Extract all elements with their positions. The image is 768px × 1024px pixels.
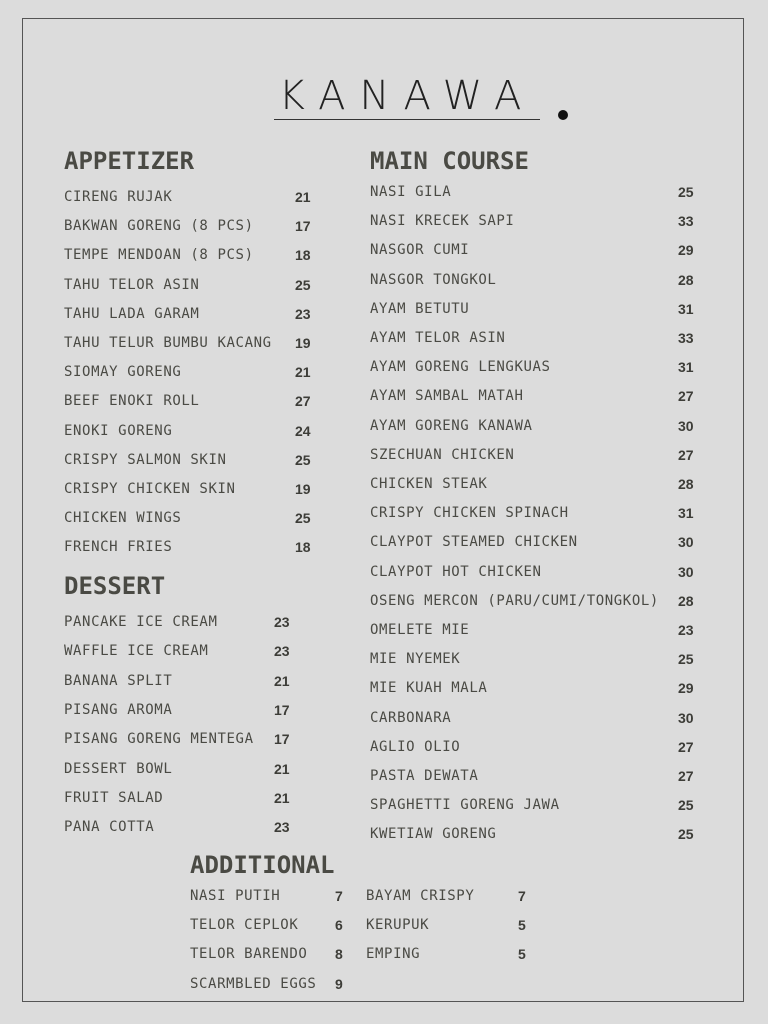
menu-item-name: NASI GILA	[370, 184, 452, 200]
menu-item-name: KERUPUK	[366, 917, 430, 934]
menu-item-price: 31	[678, 505, 694, 522]
menu-item-name: FRENCH FRIES	[64, 539, 173, 556]
brand-underline	[274, 119, 540, 120]
menu-item-name: MIE KUAH MALA	[370, 680, 488, 697]
menu-item-name: TAHU TELUR BUMBU KACANG	[64, 335, 272, 351]
menu-item-price: 29	[678, 242, 694, 259]
menu-item-price: 28	[678, 592, 694, 609]
menu-item-name: DESSERT BOWL	[64, 760, 173, 777]
menu-item-price: 31	[678, 359, 694, 376]
menu-item-name: EMPING	[366, 946, 421, 963]
menu-item-name: FRUIT SALAD	[64, 789, 164, 806]
menu-item-price: 33	[678, 330, 694, 346]
menu-item-price: 5	[518, 917, 526, 934]
menu-item-price: 28	[678, 271, 694, 288]
menu-item-name: TELOR BARENDO	[190, 946, 308, 963]
menu-item-name: PANA COTTA	[64, 819, 155, 836]
menu-item-name: AGLIO OLIO	[370, 738, 461, 755]
menu-item-name: TAHU LADA GARAM	[64, 305, 200, 322]
menu-item-name: CRISPY CHICKEN SPINACH	[370, 505, 569, 522]
menu-item-name: ENOKI GORENG	[64, 422, 173, 439]
brand-title: KANAWA	[278, 73, 536, 119]
menu-item-name: AYAM GORENG KANAWA	[370, 417, 533, 434]
menu-item-name: OMELETE MIE	[370, 622, 470, 638]
menu-item-name: TEMPE MENDOAN (8 PCS)	[64, 247, 254, 264]
menu-item-price: 30	[678, 709, 694, 726]
menu-item-name: CHICKEN STEAK	[370, 476, 488, 492]
menu-item-price: 25	[678, 826, 694, 843]
menu-item-price: 31	[678, 300, 694, 317]
menu-item-name: NASGOR TONGKOL	[370, 271, 497, 288]
menu-item-name: TAHU TELOR ASIN	[64, 276, 200, 293]
menu-item-name: PASTA DEWATA	[370, 768, 479, 784]
menu-item-price: 8	[335, 946, 343, 963]
menu-item-name: PISANG AROMA	[64, 701, 173, 718]
menu-item-name: BANANA SPLIT	[64, 672, 173, 689]
menu-item-price: 23	[678, 622, 694, 638]
dessert-heading: DESSERT	[64, 572, 166, 600]
menu-item-price: 25	[295, 276, 311, 293]
menu-item-name: CIRENG RUJAK	[64, 189, 173, 205]
menu-item-name: MIE NYEMEK	[370, 651, 461, 668]
menu-item-price: 24	[295, 422, 311, 439]
menu-item-price: 27	[678, 738, 694, 755]
menu-item-price: 27	[678, 446, 694, 463]
menu-item-name: TELOR CEPLOK	[190, 917, 299, 934]
menu-item-price: 6	[335, 917, 343, 934]
menu-item-price: 27	[678, 388, 694, 405]
menu-item-price: 17	[274, 701, 290, 718]
main-course-heading: MAIN COURSE	[370, 147, 529, 175]
additional-heading: ADDITIONAL	[190, 851, 335, 879]
menu-item-name: CHICKEN WINGS	[64, 510, 182, 527]
menu-item-name: SCARMBLED EGGS	[190, 975, 317, 992]
menu-item-price: 25	[678, 651, 694, 668]
menu-item-price: 21	[295, 364, 311, 381]
menu-item-name: BEEF ENOKI ROLL	[64, 393, 200, 410]
menu-item-name: NASI PUTIH	[190, 888, 281, 904]
menu-item-price: 7	[518, 888, 526, 904]
menu-item-price: 33	[678, 213, 694, 230]
menu-item-price: 25	[295, 510, 311, 527]
menu-item-name: CRISPY CHICKEN SKIN	[64, 481, 236, 497]
menu-item-name: KWETIAW GORENG	[370, 826, 497, 843]
menu-item-name: AYAM SAMBAL MATAH	[370, 388, 524, 405]
menu-item-price: 9	[335, 975, 343, 992]
brand-dot	[558, 110, 568, 120]
menu-item-price: 19	[295, 335, 311, 351]
menu-item-price: 25	[678, 184, 694, 200]
menu-item-price: 30	[678, 417, 694, 434]
menu-item-price: 17	[295, 218, 311, 235]
menu-item-name: CRISPY SALMON SKIN	[64, 451, 227, 468]
menu-item-price: 23	[274, 614, 290, 630]
menu-item-price: 18	[295, 539, 311, 556]
menu-item-price: 21	[274, 789, 290, 806]
menu-item-price: 5	[518, 946, 526, 963]
menu-item-name: CLAYPOT STEAMED CHICKEN	[370, 534, 578, 551]
menu-item-price: 30	[678, 563, 694, 580]
menu-item-name: BAYAM CRISPY	[366, 888, 475, 904]
appetizer-heading: APPETIZER	[64, 147, 195, 175]
menu-item-name: AYAM BETUTU	[370, 300, 470, 317]
menu-item-name: SZECHUAN CHICKEN	[370, 446, 515, 463]
menu-item-name: WAFFLE ICE CREAM	[64, 643, 209, 660]
menu-item-price: 21	[295, 189, 311, 205]
menu-item-name: NASI KRECEK SAPI	[370, 213, 515, 230]
menu-item-name: OSENG MERCON (PARU/CUMI/TONGKOL)	[370, 592, 659, 609]
menu-item-price: 29	[678, 680, 694, 697]
menu-item-price: 30	[678, 534, 694, 551]
menu-item-price: 23	[274, 643, 290, 660]
menu-item-price: 25	[295, 451, 311, 468]
menu-item-name: CLAYPOT HOT CHICKEN	[370, 563, 542, 580]
menu-item-price: 27	[295, 393, 311, 410]
menu-item-price: 17	[274, 731, 290, 748]
menu-item-name: NASGOR CUMI	[370, 242, 470, 259]
menu-item-price: 23	[295, 305, 311, 322]
menu-item-price: 28	[678, 476, 694, 492]
menu-item-price: 21	[274, 760, 290, 777]
menu-item-name: AYAM GORENG LENGKUAS	[370, 359, 551, 376]
menu-item-name: SPAGHETTI GORENG JAWA	[370, 797, 560, 814]
menu-item-name: SIOMAY GORENG	[64, 364, 182, 381]
menu-item-price: 23	[274, 819, 290, 836]
menu-item-price: 25	[678, 797, 694, 814]
menu-item-name: CARBONARA	[370, 709, 452, 726]
menu-item-name: PANCAKE ICE CREAM	[64, 614, 218, 630]
menu-item-price: 19	[295, 481, 311, 497]
menu-item-price: 18	[295, 247, 311, 264]
menu-item-price: 21	[274, 672, 290, 689]
menu-item-name: AYAM TELOR ASIN	[370, 330, 506, 346]
menu-item-price: 7	[335, 888, 343, 904]
menu-item-price: 27	[678, 768, 694, 784]
menu-item-name: PISANG GORENG MENTEGA	[64, 731, 254, 748]
menu-item-name: BAKWAN GORENG (8 PCS)	[64, 218, 254, 235]
